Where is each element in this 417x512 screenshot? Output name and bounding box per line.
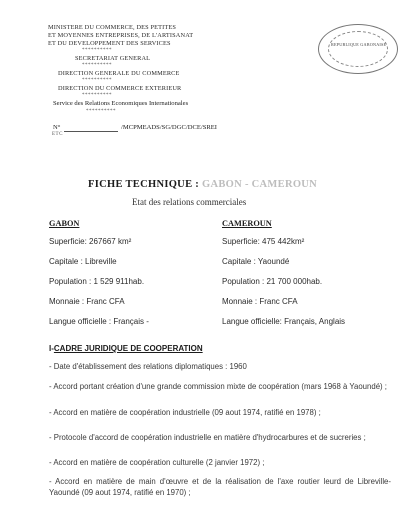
official-seal-stamp (318, 24, 398, 74)
reference-code: /MCPMEADS/SG/DGC/DCE/SREI (121, 124, 217, 131)
ministry-line-2: ET MOYENNES ENTREPRISES, DE L'ARTISANAT (48, 32, 194, 39)
section-heading (49, 344, 203, 353)
list-item: - Accord en matière de coopération culturelle (2 janvier 1972) ; (49, 458, 265, 467)
separator-stars: ********** (82, 93, 112, 98)
gabon-capitale: Capitale : Libreville (49, 257, 117, 266)
secretariat-general: SECRETARIAT GENERAL (75, 55, 151, 62)
cameroun-capitale: Capitale : Yaoundé (222, 257, 290, 266)
gabon-heading: GABON (49, 219, 80, 228)
direction-generale: DIRECTION GENERALE DU COMMERCE (58, 70, 180, 77)
separator-stars: ********** (82, 78, 112, 83)
reference-blank-line (64, 131, 118, 132)
gabon-superficie: Superficie: 267667 km² (49, 237, 132, 246)
title-prefix: FICHE TECHNIQUE : (88, 179, 203, 190)
list-item: - Date d'établissement des relations diplomatiques : 1960 (49, 362, 247, 371)
gabon-population: Population : 1 529 911hab. (49, 277, 145, 286)
cameroun-population: Population : 21 700 000hab. (222, 277, 323, 286)
title-countries: GABON - CAMEROUN (202, 179, 318, 190)
list-item: - Accord en matière de main d'œuvre et de la réalisation de l'axe routier leurd de Libreville-Yaoundé (09 aout 1974, ratifié en 1970) ; (49, 477, 391, 497)
section-prefix: I- (49, 344, 54, 353)
list-item: - Accord portant création d'une grande commission mixte de coopération (mars 1968 à Yaoundé) ; (49, 382, 387, 391)
ministry-line-1: MINISTERE DU COMMERCE, DES PETITES (48, 24, 177, 31)
seal-inner-ring (328, 31, 388, 67)
cameroun-langue: Langue officielle: Français, Anglais (222, 317, 346, 326)
reference-etc: ETC (52, 132, 63, 137)
gabon-monnaie: Monnaie : Franc CFA (49, 297, 125, 306)
section-title: CADRE JURIDIQUE DE COOPERATION (53, 344, 203, 353)
document-subtitle: Etat des relations commerciales (132, 197, 247, 207)
separator-stars: ********** (82, 63, 112, 68)
cameroun-monnaie: Monnaie : Franc CFA (222, 297, 298, 306)
document-title (88, 179, 317, 190)
list-item: - Protocole d'accord de coopération industrielle en matière d'hydrocarbures et de sucreries ; (49, 433, 366, 442)
separator-stars: ********** (86, 109, 116, 114)
direction-exterieur: DIRECTION DU COMMERCE EXTERIEUR (58, 85, 182, 92)
cameroun-heading: CAMEROUN (222, 219, 272, 228)
separator-stars: ********** (82, 48, 112, 53)
service-name: Service des Relations Economiques Internationales (53, 100, 189, 107)
seal-text: REPUBLIQUE GABONAISE (331, 42, 387, 47)
gabon-langue: Langue officielle : Français - (49, 317, 149, 326)
list-item: - Accord en matière de coopération industrielle (09 aout 1974, ratifié en 1978) ; (49, 408, 321, 417)
ministry-line-3: ET DU DEVELOPPEMENT DES SERVICES (48, 40, 171, 47)
reference-number-label: N° (53, 124, 61, 131)
cameroun-superficie: Superficie: 475 442km² (222, 237, 305, 246)
